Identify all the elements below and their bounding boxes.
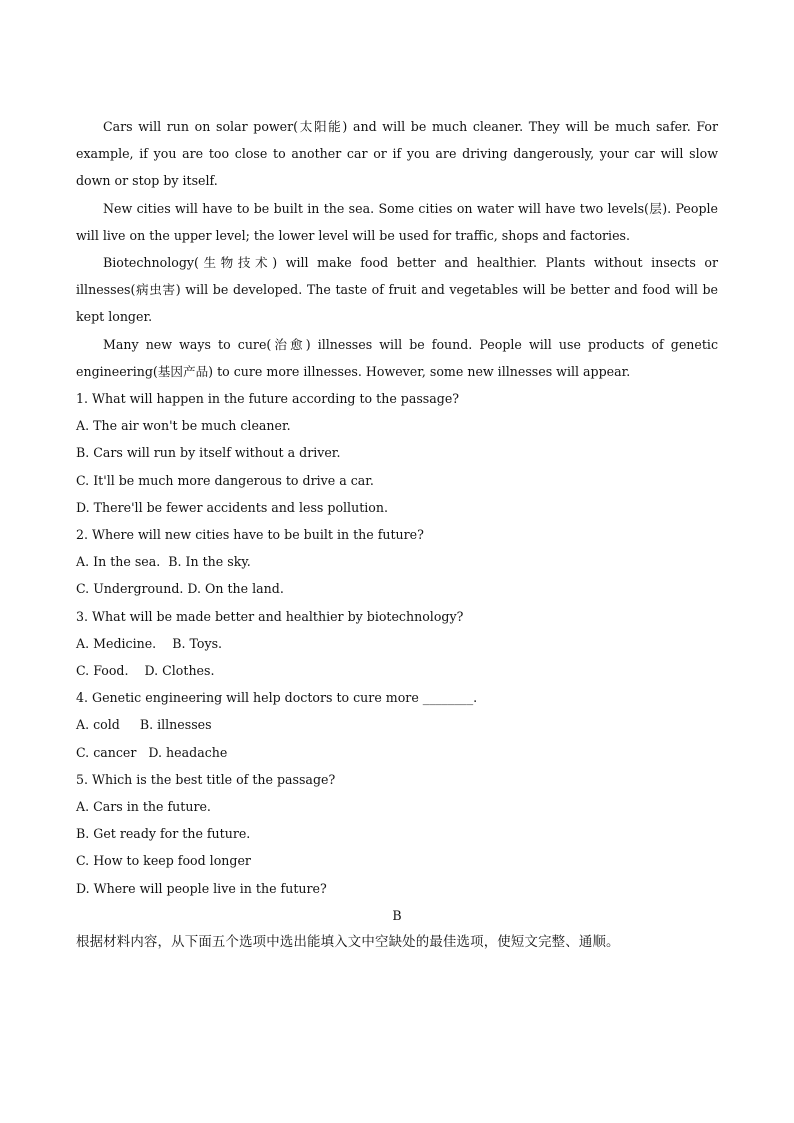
passage-paragraph-1: Cars will run on solar power(太阳能) and will be much cleaner. They will be much safer. For example, if you are too close to another car or if you are driving dangerously, your car will slow down or stop by itself.: [76, 119, 718, 189]
question-1-option-d: D. There'll be fewer accidents and less pollution.: [76, 499, 388, 515]
section-b-heading: B: [392, 907, 402, 923]
question-5-option-b: B. Get ready for the future.: [76, 826, 251, 842]
question-3-options-cd: C. Food. D. Clothes.: [76, 663, 215, 679]
question-2-options-cd: C. Underground. D. On the land.: [76, 581, 284, 597]
question-3-options-ab: A. Medicine. B. Toys.: [76, 635, 223, 651]
question-5-option-c: C. How to keep food longer: [76, 853, 251, 869]
passage-paragraph-2: New cities will have to be built in the sea. Some cities on water will have two levels(层). People will live on the upper level; the lower level will be used for traffic, shops and factories.: [76, 200, 718, 243]
question-1-option-b: B. Cars will run by itself without a driver.: [76, 445, 341, 461]
page-content: [76, 113, 718, 956]
question-4-stem: 4. Genetic engineering will help doctors to cure more ________.: [76, 690, 478, 706]
question-4-options-ab: A. cold B. illnesses: [76, 717, 212, 733]
question-1-option-c: C. It'll be much more dangerous to drive a car.: [76, 472, 374, 488]
section-b-instruction: 根据材料内容，从下面五个选项中选出能填入文中空缺处的最佳选项，使短文完整、通顺。: [76, 935, 620, 951]
question-2-options-ab: A. In the sea. B. In the sky.: [76, 554, 251, 570]
question-1-option-a: A. The air won't be much cleaner.: [76, 418, 291, 434]
question-5-stem: 5. Which is the best title of the passage?: [76, 771, 336, 787]
question-1-stem: 1. What will happen in the future according to the passage?: [76, 391, 460, 407]
question-5-option-d: D. Where will people live in the future?: [76, 880, 327, 896]
question-3-stem: 3. What will be made better and healthier by biotechnology?: [76, 608, 464, 624]
question-4-options-cd: C. cancer D. headache: [76, 744, 228, 760]
question-2-stem: 2. Where will new cities have to be built in the future?: [76, 527, 424, 543]
passage-paragraph-3: Biotechnology(生物技术) will make food better and healthier. Plants without insects or illnesses(病虫害) will be developed. The taste of fruit and vegetables will be better and food will be kept longer.: [76, 255, 718, 325]
passage-paragraph-4: Many new ways to cure(治愈) illnesses will be found. People will use products of genetic engineering(基因产品) to cure more illnesses. However, some new illnesses will appear.: [76, 336, 718, 379]
question-5-option-a: A. Cars in the future.: [76, 799, 211, 815]
